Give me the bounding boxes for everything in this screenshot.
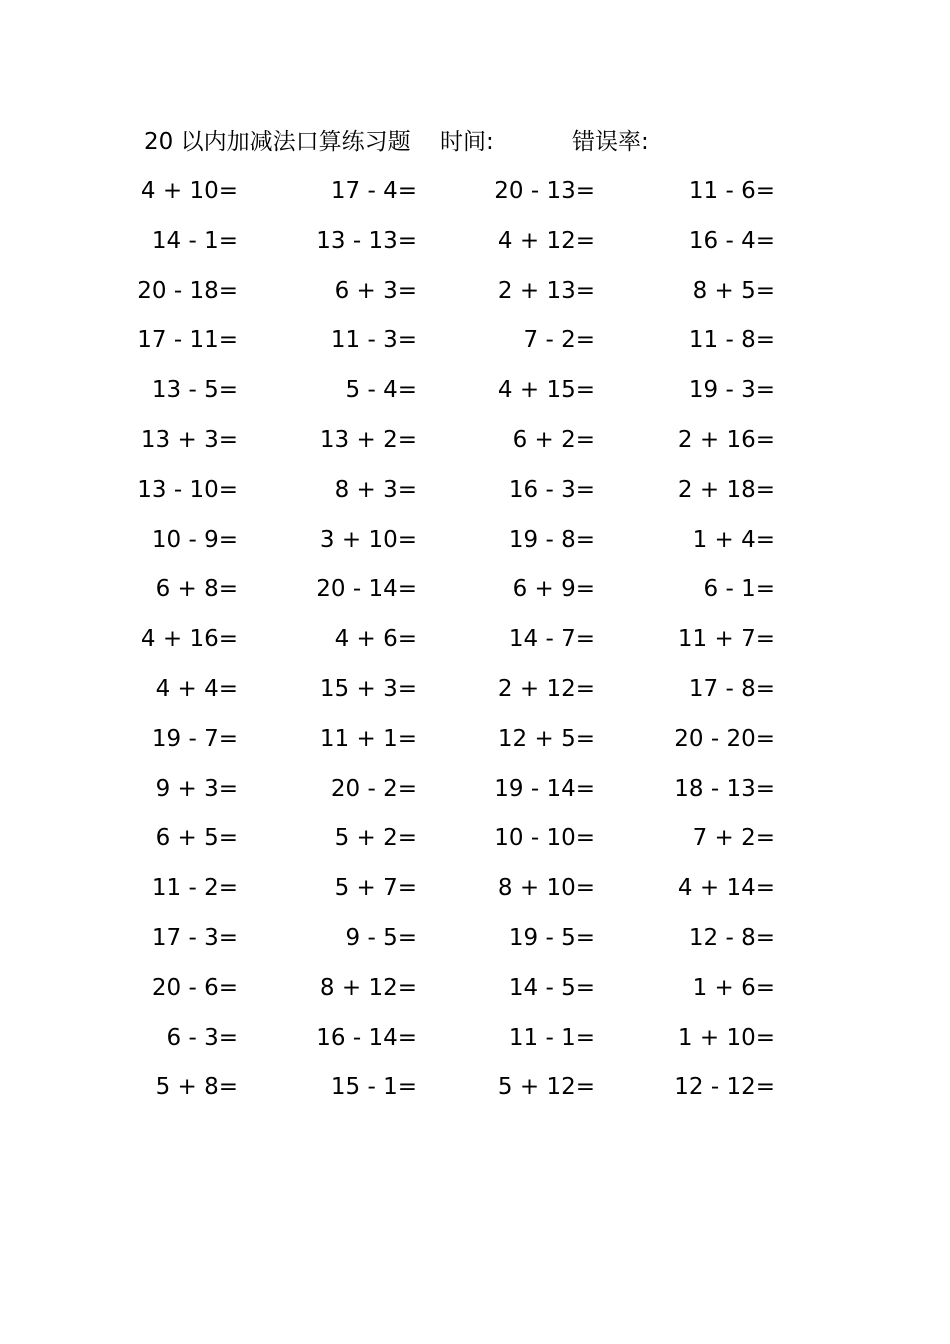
problem-row — [0, 367, 950, 417]
problem-row — [0, 517, 950, 567]
problem-item: 8 + 5= — [692, 277, 775, 304]
problem-item: 2 + 18= — [677, 476, 775, 503]
problem-item: 17 - 3= — [151, 924, 238, 951]
problem-item: 13 - 5= — [151, 377, 238, 404]
problem-item: 17 - 11= — [137, 327, 238, 354]
problem-row — [0, 317, 950, 367]
worksheet-header — [144, 124, 844, 160]
problem-row — [0, 616, 950, 666]
problem-item: 6 - 3= — [166, 1024, 238, 1051]
problem-item: 3 + 10= — [319, 526, 417, 553]
problem-item: 11 - 6= — [688, 178, 775, 204]
problem-row — [0, 1064, 950, 1114]
problem-item: 17 - 4= — [330, 178, 417, 204]
problem-item: 6 + 5= — [155, 825, 238, 852]
problem-item: 15 - 1= — [330, 1074, 417, 1101]
problem-item: 19 - 8= — [508, 526, 595, 553]
problem-item: 10 - 10= — [494, 825, 595, 852]
problem-item: 5 + 2= — [334, 825, 417, 852]
problem-item: 14 - 7= — [508, 626, 595, 653]
problem-item: 11 - 2= — [151, 875, 238, 902]
problem-item: 20 - 14= — [316, 576, 417, 603]
problem-item: 2 + 16= — [677, 426, 775, 453]
problem-item: 11 + 1= — [319, 725, 417, 752]
problem-item: 20 - 2= — [330, 775, 417, 802]
problem-row — [0, 865, 950, 915]
problem-item: 6 + 8= — [155, 576, 238, 603]
problem-item: 5 + 8= — [155, 1074, 238, 1101]
problem-item: 19 - 3= — [688, 377, 775, 404]
problem-item: 16 - 3= — [508, 476, 595, 503]
problem-item: 12 + 5= — [497, 725, 595, 752]
problem-item: 4 + 6= — [334, 626, 417, 653]
problem-item: 6 + 9= — [512, 576, 595, 603]
problem-item: 11 + 7= — [677, 626, 775, 653]
problem-item: 19 - 14= — [494, 775, 595, 802]
problem-item: 13 + 3= — [140, 426, 238, 453]
problem-row — [0, 218, 950, 268]
problem-row — [0, 766, 950, 816]
problem-item: 4 + 10= — [140, 178, 238, 204]
problem-item: 15 + 3= — [319, 675, 417, 702]
problem-row — [0, 566, 950, 616]
problem-item: 6 + 2= — [512, 426, 595, 453]
time-label: 时间: — [440, 129, 494, 155]
problem-item: 5 + 7= — [334, 875, 417, 902]
problem-item: 11 - 1= — [508, 1024, 595, 1051]
problem-item: 6 + 3= — [334, 277, 417, 304]
problem-item: 4 + 15= — [497, 377, 595, 404]
problem-item: 20 - 20= — [674, 725, 775, 752]
problem-item: 2 + 12= — [497, 675, 595, 702]
problem-item: 12 - 8= — [688, 924, 775, 951]
problem-item: 1 + 4= — [692, 526, 775, 553]
worksheet-title: 20 以内加减法口算练习题 — [144, 129, 411, 155]
problem-row — [0, 417, 950, 467]
problem-item: 17 - 8= — [688, 675, 775, 702]
problem-item: 9 - 5= — [345, 924, 417, 951]
problem-item: 19 - 5= — [508, 924, 595, 951]
problem-item: 9 + 3= — [155, 775, 238, 802]
problem-row — [0, 915, 950, 965]
problem-item: 7 - 2= — [523, 327, 595, 354]
problem-item: 10 - 9= — [151, 526, 238, 553]
problem-item: 19 - 7= — [151, 725, 238, 752]
problem-row — [0, 716, 950, 766]
problem-row — [0, 815, 950, 865]
problem-item: 1 + 10= — [677, 1024, 775, 1051]
problem-item: 7 + 2= — [692, 825, 775, 852]
problem-item: 4 + 4= — [155, 675, 238, 702]
problem-item: 18 - 13= — [674, 775, 775, 802]
problem-item: 13 - 10= — [137, 476, 238, 503]
problem-item: 8 + 12= — [319, 974, 417, 1001]
problem-item: 16 - 14= — [316, 1024, 417, 1051]
problem-item: 2 + 13= — [497, 277, 595, 304]
problem-item: 14 - 5= — [508, 974, 595, 1001]
problem-item: 4 + 16= — [140, 626, 238, 653]
problem-item: 13 - 13= — [316, 227, 417, 254]
problem-item: 20 - 18= — [137, 277, 238, 304]
problem-item: 1 + 6= — [692, 974, 775, 1001]
problem-row — [0, 168, 950, 218]
error-rate-label: 错误率: — [572, 129, 649, 155]
problem-item: 5 - 4= — [345, 377, 417, 404]
problem-item: 4 + 12= — [497, 227, 595, 254]
problem-item: 5 + 12= — [497, 1074, 595, 1101]
problem-item: 11 - 8= — [688, 327, 775, 354]
problem-row — [0, 268, 950, 318]
problem-item: 14 - 1= — [151, 227, 238, 254]
problem-item: 8 + 10= — [497, 875, 595, 902]
problem-item: 11 - 3= — [330, 327, 417, 354]
problem-item: 12 - 12= — [674, 1074, 775, 1101]
problem-item: 6 - 1= — [703, 576, 775, 603]
problem-item: 16 - 4= — [688, 227, 775, 254]
problem-item: 4 + 14= — [677, 875, 775, 902]
problem-row — [0, 666, 950, 716]
problem-grid — [0, 168, 950, 1114]
problem-row — [0, 467, 950, 517]
problem-item: 8 + 3= — [334, 476, 417, 503]
problem-row — [0, 1015, 950, 1065]
problem-item: 20 - 6= — [151, 974, 238, 1001]
problem-item: 20 - 13= — [494, 178, 595, 204]
problem-item: 13 + 2= — [319, 426, 417, 453]
problem-row — [0, 965, 950, 1015]
